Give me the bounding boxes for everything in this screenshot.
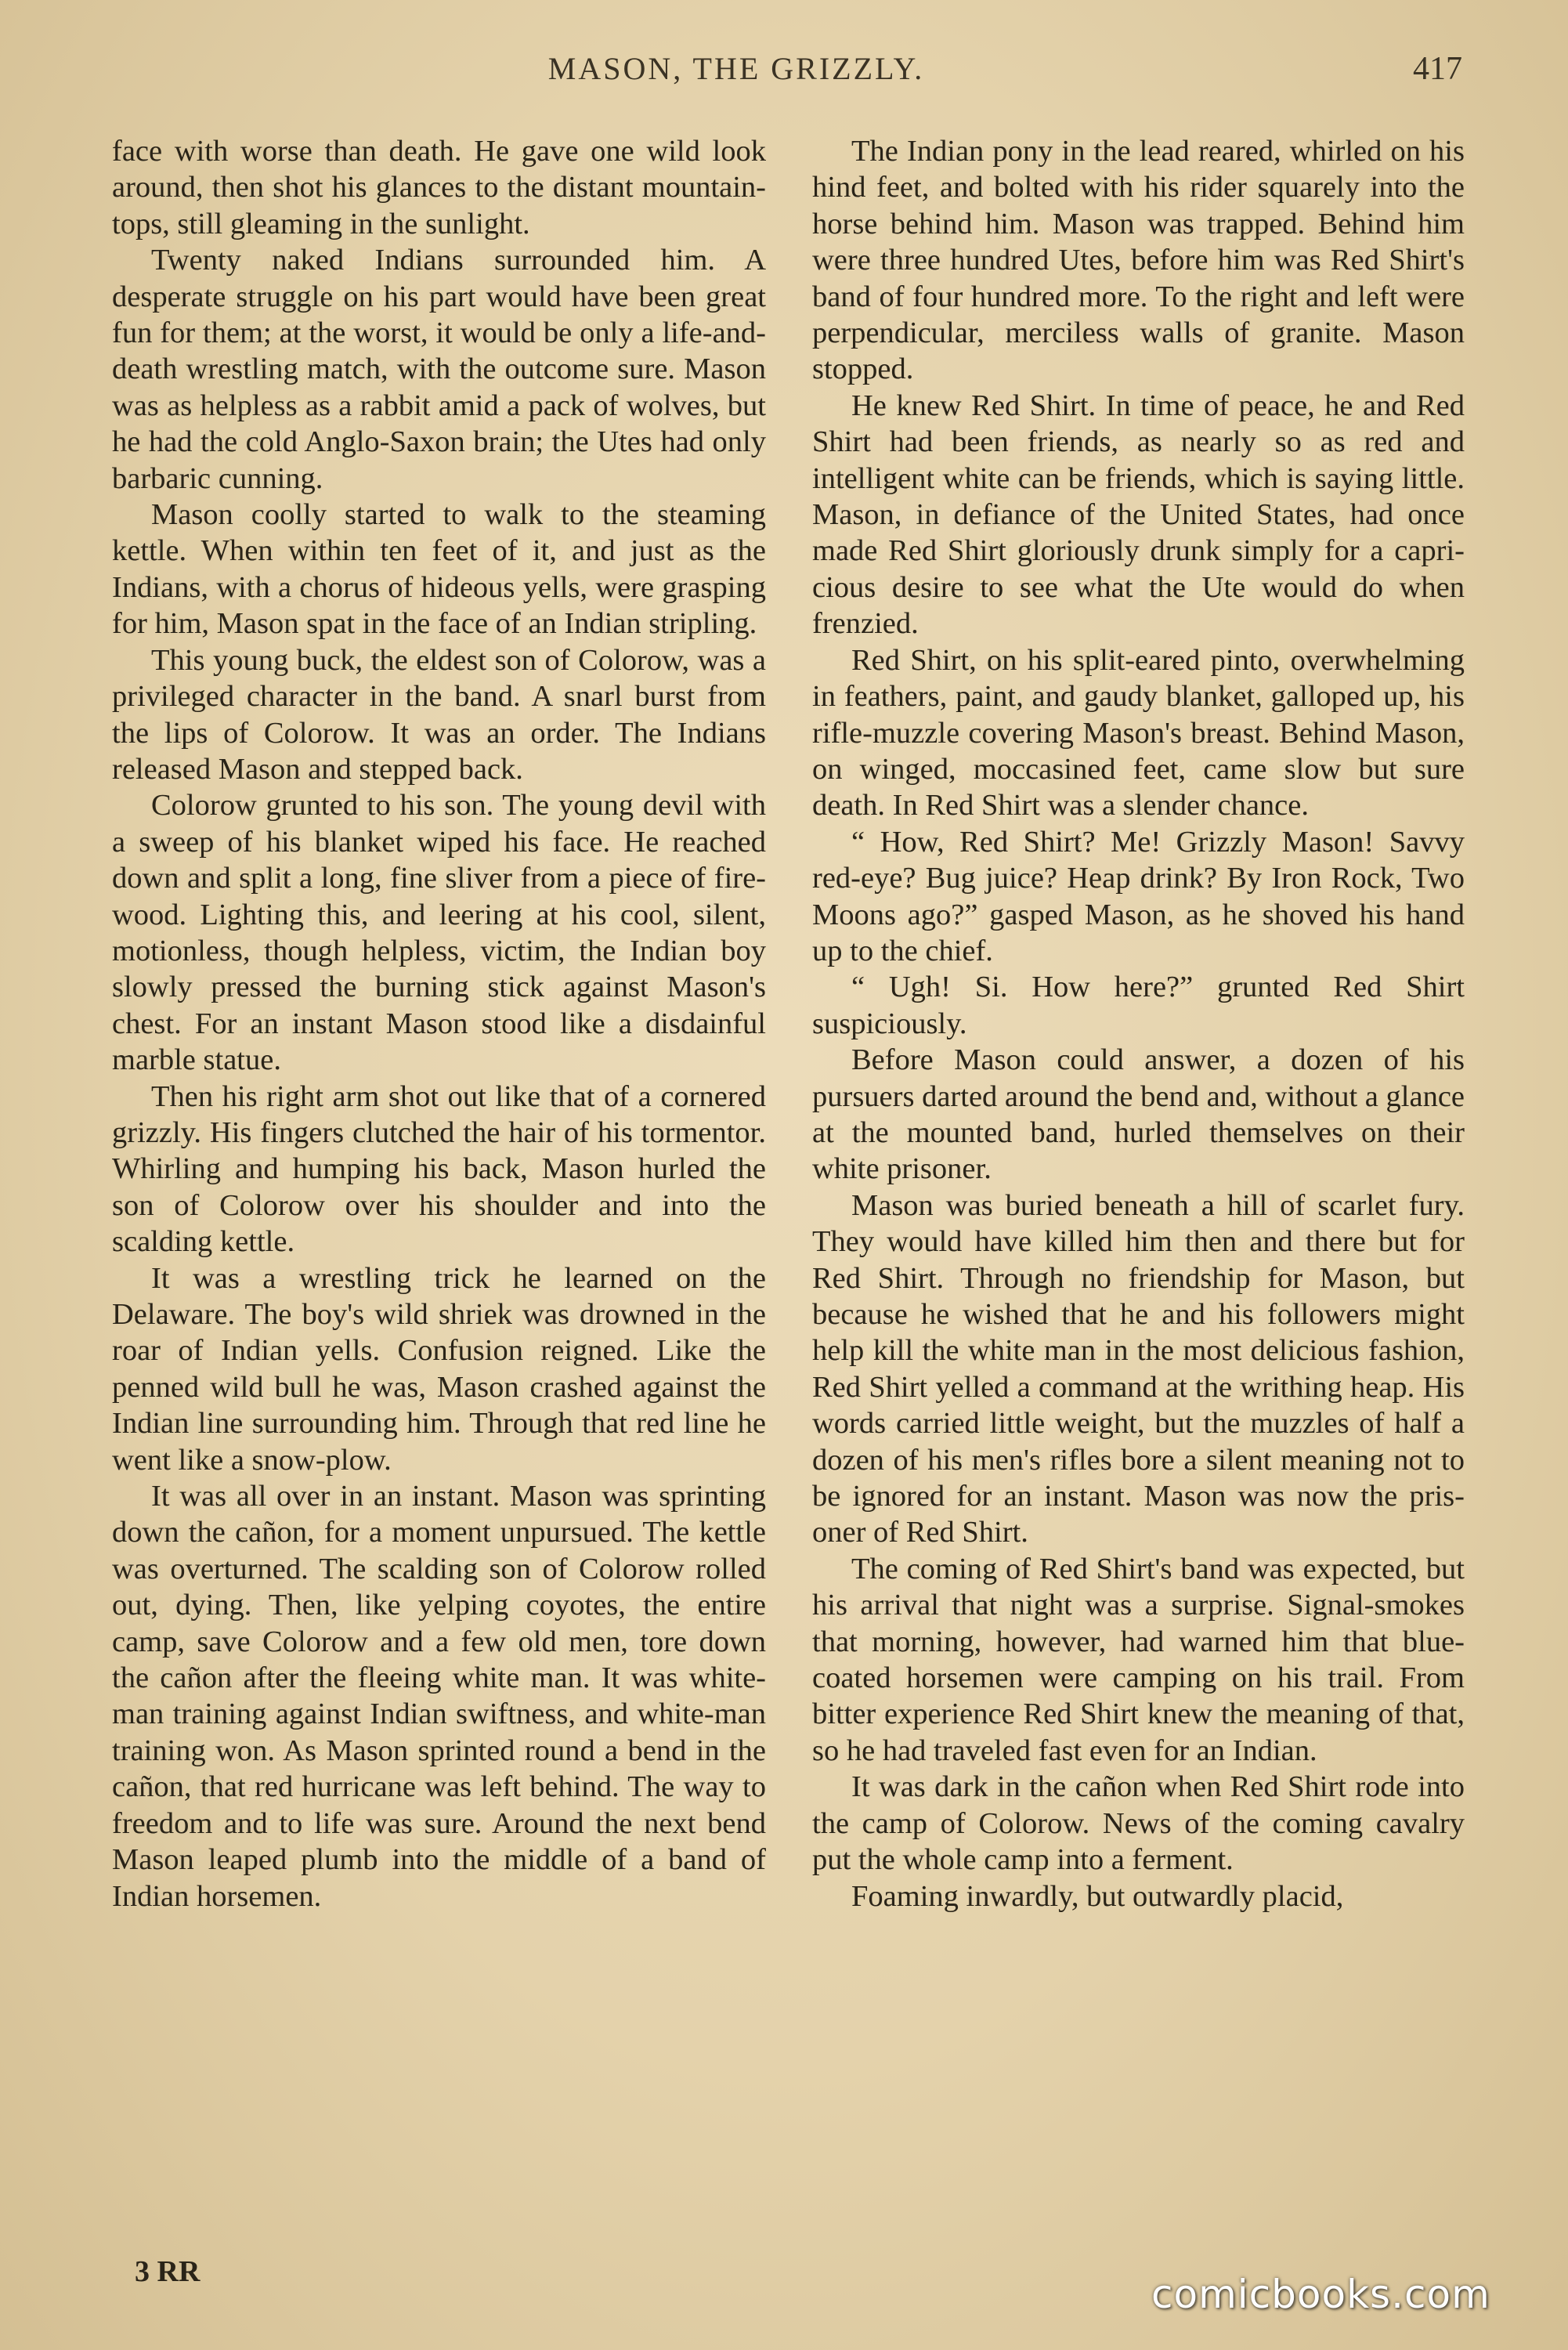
paragraph: It was a wrestling trick he learned on the Delaware. The boy's wild shriek was drowned in the roar of Indian yells. Confusion reigned. Like the penned wild bull he was, Mason crashed against the Indian line surrounding him. Through that red line he went like a snow-plow. [112,1261,766,1477]
paragraph: “ Ugh! Si. How here?” grunted Red Shirt suspiciously. [812,971,1465,1040]
running-title: MASON, THE GRIZZLY. [547,51,925,86]
page-number: 417 [1413,51,1462,87]
signature-mark: 3 RR [135,2255,201,2288]
paragraph: face with worse than death. He gave one wild look around, then shot his glances to the distant mountain-tops, still gleaming in the sunlight. [112,135,766,240]
paragraph: Then his right arm shot out like that of a cornered grizzly. His fingers clutched the hair of his tormentor. Whirling and humping his back, Mason hurled the son of Colorow over his shoulder and into the scalding kettle. [112,1079,766,1259]
site-watermark: comicbooks.com [1151,2272,1490,2317]
paragraph: Mason coolly started to walk to the steaming kettle. When within ten feet of it, and just as the Indians, with a chorus of hideous yells, were grasping for him, Mason spat in the face of an Indian stripling. [112,498,766,641]
paragraph: The Indian pony in the lead reared, whirled on his hind feet, and bolted with his rider squarely into the horse behind him. Mason was trapped. Behind him were three hundred Utes, before him was Red Shirt's band of four hundred more. To the right and left were perpendicular, merciless walls of granite. Mason stopped. [812,135,1465,386]
page-header [0,50,1568,97]
paragraph: Twenty naked Indians surrounded him. A desperate struggle on his part would have been great fun for them; at the worst, it would be only a life-and-death wrestling match, with the outcome sure. Mason was as helpless as a rabbit amid a pack of wolves, but he had the cold Anglo-Saxon brain; the Utes had only barbaric cunning. [112,244,766,495]
paragraph: It was dark in the cañon when Red Shirt rode into the camp of Colorow. News of the coming cavalry put the whole camp into a ferment. [812,1770,1465,1877]
paragraph: Colorow grunted to his son. The young devil with a sweep of his blanket wiped his face. He reached down and split a long, fine sliver from a piece of fire-wood. Lighting this, and leering at his cool, silent, motionless, though helpless, victim, the Indian boy slowly pressed the burning stick against Mason's chest. For an instant Mason stood like a disdainful marble statue. [112,789,766,1077]
paragraph: “ How, Red Shirt? Me! Grizzly Mason! Savvy red-eye? Bug juice? Heap drink? By Iron Rock, Two Moons ago?” gasped Mason, as he shoved his hand up to the chief. [812,825,1465,967]
paragraph: Before Mason could answer, a dozen of his pursuers darted around the bend and, without a glance at the mounted band, hurled themselves on their white prisoner. [812,1043,1465,1186]
paragraph: He knew Red Shirt. In time of peace, he and Red Shirt had been friends, as nearly so as red and intelligent white can be friends, which is saying little. Mason, in defiance of the United States, had once made Red Shirt gloriously drunk simply for a capricious desire to see what the Ute would do when frenzied. [812,389,1465,641]
paragraph: The coming of Red Shirt's band was expected, but his arrival that night was a surprise. Signal-smokes that morning, however, had warned him that blue-coated horsemen were camping on his trail. From bitter experience Red Shirt knew the meaning of that, so he had traveled fast even for an Indian. [812,1552,1465,1767]
paragraph: Foaming inwardly, but outwardly placid, [851,1879,1344,1913]
paragraph: Mason was buried beneath a hill of scarlet fury. They would have killed him then and there but for Red Shirt. Through no friendship for Mason, but because he wished that he and his followers might help kill the white man in the most delicious fashion, Red Shirt yelled a command at the writhing heap. His words carried little weight, but the muzzles of half a dozen of his men's rifles bore a silent meaning not to be ignored for an instant. Mason was now the prisoner of Red Shirt. [812,1188,1465,1549]
paragraph: Red Shirt, on his split-eared pinto, overwhelming in feathers, paint, and gaudy blanket, galloped up, his rifle-muzzle covering Mason's breast. Behind Mason, on winged, moccasined feet, came slow but sure death. In Red Shirt was a slender chance. [812,643,1465,822]
right-text-column [812,133,1465,1914]
paragraph: It was all over in an instant. Mason was sprinting down the cañon, for a moment unpursued. The kettle was overturned. The scalding son of Colorow rolled out, dying. Then, like yelping coyotes, the entire camp, save Colorow and a few old men, tore down the cañon after the fleeing white man. It was white-man training against Indian swiftness, and white-man training won. As Mason sprinted round a bend in the cañon, that red hurricane was left behind. The way to freedom and to life was sure. Around the next bend Mason leaped plumb into the middle of a band of Indian horsemen. [112,1480,766,1913]
left-text-column [112,133,766,1914]
paragraph: This young buck, the eldest son of Colorow, was a privileged character in the band. A snarl burst from the lips of Colorow. It was an order. The Indians released Mason and stepped back. [112,643,766,786]
